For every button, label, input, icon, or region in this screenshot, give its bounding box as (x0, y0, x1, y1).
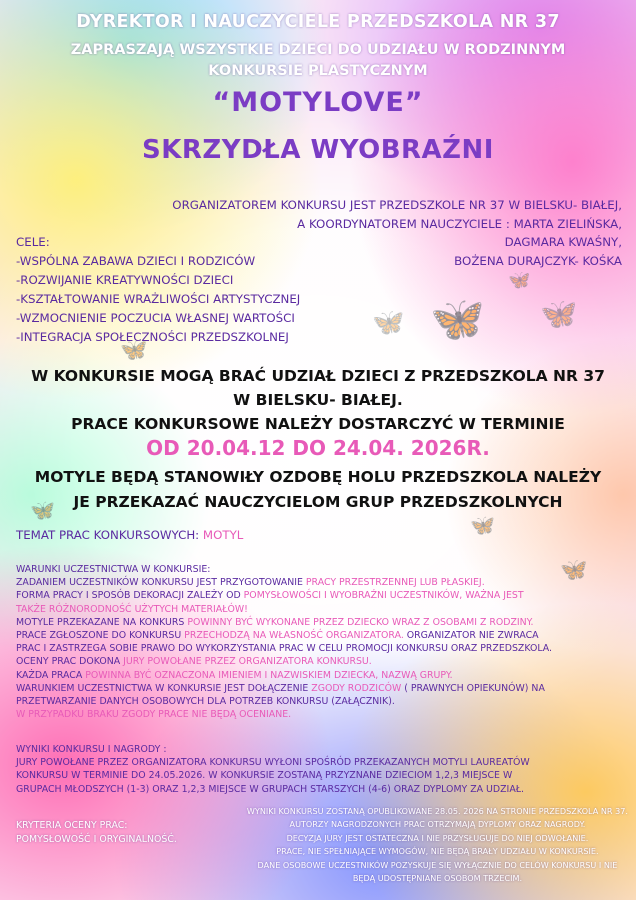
butterfly-icon: 🦋 (430, 294, 485, 345)
criteria-heading: KRYTERIA OCENY PRAC: (16, 820, 128, 831)
conditions-text: ZADANIEM UCZESTNIKÓW KONKURSU JEST PRZYGOTOWANIE (16, 577, 306, 589)
butterfly-icon: 🦋 (470, 513, 495, 537)
organizers-line-3: DAGMARA KWAŚNY, (504, 235, 622, 250)
topic-line (16, 528, 243, 542)
notes-block (247, 805, 628, 885)
main-line-4: MOTYLE BĘDĄ STANOWIŁY OZDOBĘ HOLU PRZEDSZKOLA NALEŻY (34, 468, 602, 486)
notes-line: DECYZJA JURY JEST OSTATECZNA I NIE PRZYSŁUGUJE DO NIEJ ODWOŁANIE. (286, 832, 589, 843)
conditions-row: TAKŻE RÓŻNORODNOŚĆ UŻYTYCH MATERIAŁÓW! (16, 603, 248, 615)
topic-value: MOTYL (202, 528, 244, 542)
conditions-row (16, 589, 552, 602)
butterfly-icon: 🦋 (508, 270, 531, 291)
goal-item: -ROZWIJANIE KREATYWNOŚCI DZIECI (16, 273, 234, 287)
butterfly-icon: 🦋 (30, 498, 55, 522)
main-line-1: W KONKURSIE MOGĄ BRAĆ UDZIAŁ DZIECI Z PRZEDSZKOLA NR 37 (31, 367, 605, 385)
goals-block (16, 233, 300, 347)
organizers-line-1: ORGANIZATOREM KONKURSU JEST PRZEDSZKOLE NR 37 W BIELSKU- BIAŁEJ, (172, 198, 622, 212)
conditions-highlight: POWINNY BYĆ WYKONANE PRZEZ DZIECKO WRAZ Z OSOBAMI Z RODZINY. (187, 616, 534, 628)
conditions-row (16, 669, 552, 682)
conditions-text: KAŻDA PRACA (16, 669, 86, 681)
conditions-text: PRACE ZGŁOSZONE DO KONKURSU (16, 630, 185, 642)
conditions-highlight: POWINNA BYĆ OZNACZONA IMIENIEM I NAZWISKIEM DZIECKA, NAZWĄ GRUPY. (85, 669, 453, 681)
goal-item: -INTEGRACJA SPOŁECZNOŚCI PRZEDSZKOLNEJ (16, 330, 289, 344)
notes-line: AUTORZY NAGRODZONYCH PRAC OTRZYMAJĄ DYPLOMY ORAZ NAGRODY. (289, 819, 586, 830)
conditions-highlight: POMYSŁOWOŚCI I WYOBRAŹNI UCZESTNIKÓW, WAŻNA JEST (243, 590, 524, 602)
results-line: GRUPACH MŁODSZYCH (1-3) ORAZ 1,2,3 MIEJSCE W GRUPACH STARSZYCH (4-6) ORAZ DYPLOMY ZA UDZIAŁ. (16, 783, 524, 795)
conditions-text: OCENY PRAC DOKONA (16, 656, 124, 668)
contest-title: “MOTYLOVE” (212, 87, 424, 118)
conditions-row (16, 616, 552, 629)
main-line-5: JE PRZEKAZAĆ NAUCZYCIELOM GRUP PRZEDSZKOLNYCH (73, 493, 563, 511)
goal-item: -WSPÓLNA ZABAWA DZIECI I RODZICÓW (16, 254, 256, 268)
butterfly-icon: 🦋 (120, 338, 148, 363)
results-heading: WYNIKI KONKURSU I NAGRODY : (16, 744, 167, 755)
butterfly-icon: 🦋 (560, 558, 588, 583)
conditions-heading: WARUNKI UCZESTNICTWA W KONKURSIE: (16, 564, 211, 575)
conditions-text: ORGANIZATOR NIE ZWRACA (403, 630, 539, 642)
goals-heading: CELE: (16, 235, 50, 249)
conditions-text: ( PRAWNYCH OPIEKUNÓW) NA (401, 682, 545, 694)
header-line-3: KONKURSIE PLASTYCZNYM (208, 63, 428, 79)
criteria-value: POMYSŁOWOŚĆ I ORYGINALNOŚĆ. (16, 833, 177, 845)
conditions-row: PRAC I ZASTRZEGA SOBIE PRAWO DO WYKORZYSTANIA PRAC W CELU PROMOCJI KONKURSU ORAZ PRZEDSZKOLA. (16, 643, 553, 655)
butterfly-icon: 🦋 (540, 297, 578, 332)
topic-label: TEMAT PRAC KONKURSOWYCH: (16, 528, 203, 542)
notes-line: BĘDĄ UDOSTĘPNIANE OSOBOM TRZECIM. (352, 873, 523, 884)
notes-line: PRACE, NIE SPEŁNIAJĄCE WYMOGÓW, NIE BĘDĄ BRAŁY UDZIAŁU W KONKURSIE. (276, 846, 599, 857)
conditions-highlight: PRACY PRZESTRZENNEJ LUB PŁASKIEJ. (305, 577, 485, 589)
deadline-date: OD 20.04.12 DO 24.04. 2026R. (146, 436, 490, 460)
main-line-3: PRACE KONKURSOWE NALEŻY DOSTARCZYĆ W TERMINIE (71, 415, 565, 433)
conditions-row: PRZETWARZANIE DANYCH OSOBOWYCH DLA POTRZEB KONKURSU (ZAŁĄCZNIK). (16, 696, 395, 708)
conditions-row (16, 576, 552, 589)
conditions-row (16, 629, 552, 642)
butterfly-icon: 🦋 (372, 308, 405, 338)
notes-line: DANE OSOBOWE UCZESTNIKÓW POZYSKUJE SIĘ WYŁĄCZNIE DO CELÓW KONKURSU I NIE (257, 859, 618, 870)
header-line-1: DYREKTOR I NAUCZYCIELE PRZEDSZKOLA NR 37 (76, 12, 560, 32)
conditions-highlight: JURY POWOŁANE PRZEZ ORGANIZATORA KONKURSU. (123, 656, 372, 668)
notes-line: WYNIKI KONKURSU ZOSTANĄ OPUBLIKOWANE 28.05. 2026 NA STRONIE PRZEDSZKOLA NR 37. (246, 806, 628, 816)
conditions-highlight: PRZECHODZĄ NA WŁASNOŚĆ ORGANIZATORA. (184, 630, 404, 642)
header-line-2: ZAPRASZAJĄ WSZYSTKIE DZIECI DO UDZIAŁU W RODZINNYM (70, 42, 566, 58)
conditions-block (16, 563, 552, 721)
main-line-2: W BIELSKU- BIAŁEJ. (233, 391, 403, 409)
conditions-row: W PRZYPADKU BRAKU ZGODY PRACE NIE BĘDĄ OCENIANE. (16, 709, 292, 721)
criteria-block (16, 819, 177, 846)
conditions-text: MOTYLE PRZEKAZANE NA KONKURS (16, 616, 188, 628)
conditions-row (16, 682, 552, 695)
goal-item: -KSZTAŁTOWANIE WRAŻLIWOŚCI ARTYSTYCZNEJ (16, 292, 301, 306)
organizers-line-4: BOŻENA DURAJCZYK- KOŚKA (454, 253, 622, 268)
results-line: JURY POWOŁANE PRZEZ ORGANIZATORA KONKURSU WYŁONI SPOŚRÓD PRZEKAZANYCH MOTYLI LAUREATÓW (16, 757, 530, 769)
organizers-line-2: A KOORDYNATOREM NAUCZYCIELE : MARTA ZIELIŃSKA, (297, 216, 622, 231)
conditions-row (16, 655, 552, 668)
conditions-text: WARUNKIEM UCZESTNICTWA W KONKURSIE JEST DOŁĄCZENIE (16, 682, 312, 694)
goal-item: -WZMOCNIENIE POCZUCIA WŁASNEJ WARTOŚCI (16, 311, 295, 325)
results-block (16, 743, 530, 796)
conditions-highlight: ZGODY RODZICÓW (311, 682, 402, 694)
results-line: KONKURSU W TERMINIE DO 24.05.2026. W KONKURSIE ZOSTANĄ PRZYZNANE DZIECIOM 1,2,3 MIEJSCE W (16, 770, 513, 782)
contest-subtitle: SKRZYDŁA WYOBRAŹNI (142, 135, 494, 165)
conditions-text: FORMA PRACY I SPOSÓB DEKORACJI ZALEŻY OD (16, 590, 244, 602)
